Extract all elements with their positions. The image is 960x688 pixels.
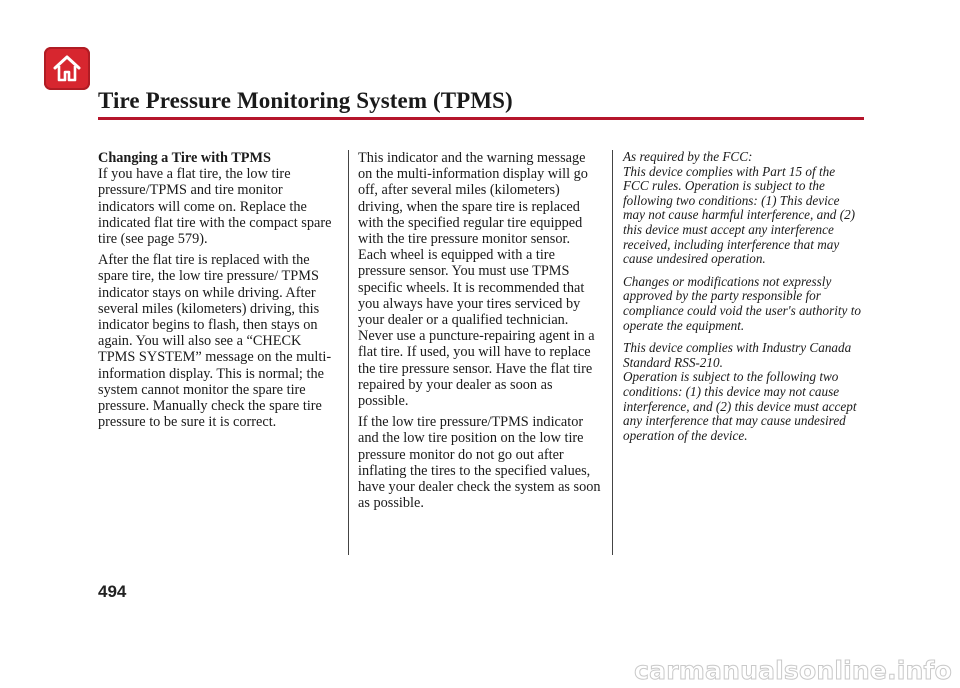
paragraph: After the flat tire is replaced with the spare tire, the low tire pressure/ TPMS indicator stays on while driving. After several miles (kilometers) driving, this indicator begins to flash, then stays on again. You will also see a “CHECK TPMS SYSTEM” message on the multi-information display. This is normal; the system cannot monitor the spare tire pressure. Manually check the spare tire pressure to be sure it is correct. (98, 252, 332, 431)
page-number: 494 (98, 582, 127, 601)
fcc-heading: As required by the FCC: (623, 149, 753, 164)
canada-text: Operation is subject to the following two conditions: (1) this device may not cause interference, and (2) this device must accept any interference that may cause undesired operation of the device. (623, 369, 857, 443)
section-heading: Changing a Tire with TPMS (98, 150, 271, 166)
column-3-notice (623, 150, 863, 451)
column-divider (612, 150, 613, 555)
column-divider (348, 150, 349, 555)
home-icon (52, 54, 82, 83)
canada-heading: This device complies with Industry Canada Standard RSS-210. (623, 340, 852, 370)
title-rule (98, 117, 864, 120)
paragraph: If the low tire pressure/TPMS indicator and the low tire position on the low tire pressure monitor do not go out after inflating the tires to the specified values, have your dealer check the system as soon as possible. (358, 414, 601, 512)
fcc-notice (623, 150, 863, 267)
column-2 (358, 150, 603, 516)
canada-notice (623, 341, 863, 443)
home-button[interactable] (44, 47, 90, 90)
page-title: Tire Pressure Monitoring System (TPMS) (98, 88, 513, 113)
column-1 (98, 150, 338, 435)
modification-notice: Changes or modifications not expressly approved by the party responsible for compliance could void the user's authority to operate the equipment. (623, 273, 861, 333)
paragraph: Never use a puncture-repairing agent in a flat tire. If used, you will have to replace the tire pressure sensor. Have the flat tire repaired by your dealer as soon as possible. (358, 328, 595, 410)
watermark: carmanualsonline.info (634, 656, 952, 685)
fcc-text: This device complies with Part 15 of the FCC rules. Operation is subject to the following two conditions: (1) This device may not cause harmful interference, and (2) this device must accept any interference received, including interference that may cause undesired operation. (623, 163, 856, 267)
paragraph: Each wheel is equipped with a tire pressure sensor. You must use TPMS specific wheels. It is recommended that you always have your tires serviced by your dealer or a qualified technician. (358, 247, 585, 329)
paragraph: If you have a flat tire, the low tire pressure/TPMS and tire monitor indicators will come on. Replace the indicated flat tire with the compact spare tire (see page 579). (98, 166, 332, 248)
paragraph: This indicator and the warning message on the multi-information display will go off, after several miles (kilometers) driving, when the spare tire is replaced with the specified regular tire equipped with the tire pressure monitor sensor. (358, 150, 588, 248)
